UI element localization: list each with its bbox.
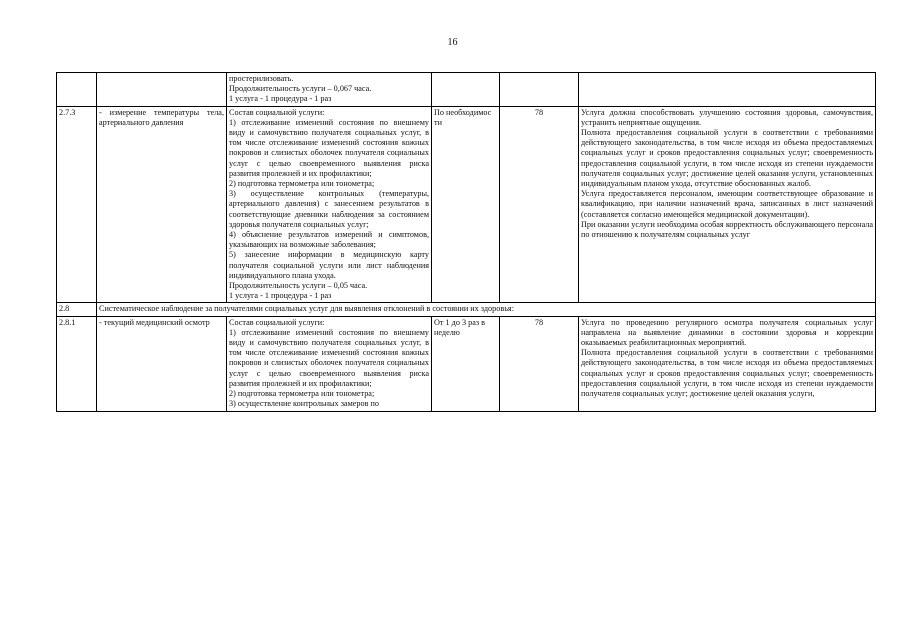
cell-description [227, 73, 432, 107]
cond-line: Полнота предоставления социальной услуги в соответствии с требованиями действующего законодательства, в том числе исходя из объема предоставляемых социальных услуг и сроков предоставления социальных услуг; своевременность предоставления социальной услуги, в том числе исходя из степени нуждаемости получателя социальных услуг; достижение целей оказания услуги, [581, 348, 873, 399]
cell-description [227, 316, 432, 411]
cond-line: Услуга предоставляется персоналом, имеющим соответствующее образование и квалификацию, при наличии назначений врача, записанных в лист назначений (составляется согласно имеющейся медицинской документации). [581, 189, 873, 219]
cell-conditions [579, 73, 876, 107]
desc-line: простерилизовать. [229, 74, 294, 83]
table-row-2-7-3 [57, 106, 876, 303]
desc-line: 2) подготовка термометра или тонометра; [229, 389, 375, 399]
cell-conditions [579, 106, 876, 303]
desc-line: 3) осуществление контрольных (температуры, артериального давления) с занесением результатов в соответствующие дневники наблюдения за состоянием здоровья получателя социальных услуг; [229, 189, 429, 229]
desc-line: 1) отслеживание изменений состояния по внешнему виду и самочувствию получателя социальных услуг, в том числе отслеживание изменений состояния кожных покровов и слизистых оболочек получателя социальных услуг с целью своевременного выявления риска развития пролежней и их профилактики; [229, 327, 429, 388]
desc-line: Продолжительность услуги – 0,067 часа. [229, 84, 372, 94]
desc-line: Состав социальной услуги: [229, 317, 325, 327]
cell-price: 78 [500, 316, 579, 411]
desc-line: 1 услуга - 1 процедура - 1 раз [229, 94, 332, 104]
cond-line: Услуга должна способствовать улучшению состояния здоровья, самочувствия, устранить неприятные ощущения. [581, 107, 873, 127]
table-row-continuation [57, 73, 876, 107]
cell-term [432, 73, 500, 107]
cond-line: Услуга по проведению регулярного осмотра получателя социальных услуг направлена на выявление динамики в состоянии здоровья и коррекции оказываемых реабилитационных мероприятий. [581, 317, 873, 348]
cell-name: - измерение температуры тела, артериального давления [97, 106, 227, 303]
desc-line: 4) объяснение результатов измерений и симптомов, указывающих на возможные заболевания; [229, 230, 429, 250]
cell-name [97, 73, 227, 107]
table-row-section-2-8 [57, 303, 876, 316]
section-title: Систематическое наблюдение за получателями социальных услуг для выявления отклонений в состоянии их здоровья: [97, 303, 876, 316]
cell-term: По необходимос ти [432, 106, 500, 303]
cell-description [227, 106, 432, 303]
cell-price [500, 73, 579, 107]
desc-line: 2) подготовка термометра или тонометра; [229, 179, 375, 189]
desc-line: 3) осуществление контрольных замеров по [229, 399, 379, 409]
page-number: 16 [447, 37, 458, 48]
desc-line: 5) занесение информации в медицинскую карту получателя социальной услуги или лист наблюдения индивидуального плана ухода. [229, 250, 429, 280]
cell-term: От 1 до 3 раз в неделю [432, 316, 500, 411]
cell-num: 2.8.1 [57, 316, 97, 411]
desc-line: Состав социальной услуги: [229, 107, 325, 117]
services-table [56, 72, 876, 412]
cell-num [57, 73, 97, 107]
cell-num: 2.8 [57, 303, 97, 316]
cell-conditions [579, 316, 876, 411]
cell-price: 78 [500, 106, 579, 303]
desc-line: Продолжительность услуги – 0,05 часа. [229, 281, 368, 291]
cell-name: - текущий медицинский осмотр [97, 316, 227, 411]
desc-line: 1 услуга - 1 процедура - 1 раз [229, 291, 332, 301]
cond-line: При оказании услуги необходима особая корректность обслуживающего персонала по отношению к получателям социальных услуг [581, 219, 873, 240]
table-row-2-8-1 [57, 316, 876, 411]
desc-line: 1) отслеживание изменений состояния по внешнему виду и самочувствию получателя социальных услуг, в том числе отслеживание изменений состояния кожных покровов и слизистых оболочек получателя социальных услуг с целью своевременного выявления риска развития пролежней и их профилактики; [229, 117, 429, 178]
cond-line: Полнота предоставления социальной услуги в соответствии с требованиями действующего законодательства, в том числе исходя из объема предоставляемых социальных услуг и сроков предоставления социальных услуг; своевременность предоставления социальной услуги, в том числе исходя из степени нуждаемости получателя социальных услуг; достижение целей оказания услуги, установленных индивидуальным планом ухода, отсутствие обоснованных жалоб. [581, 128, 873, 189]
cell-num: 2.7.3 [57, 106, 97, 303]
